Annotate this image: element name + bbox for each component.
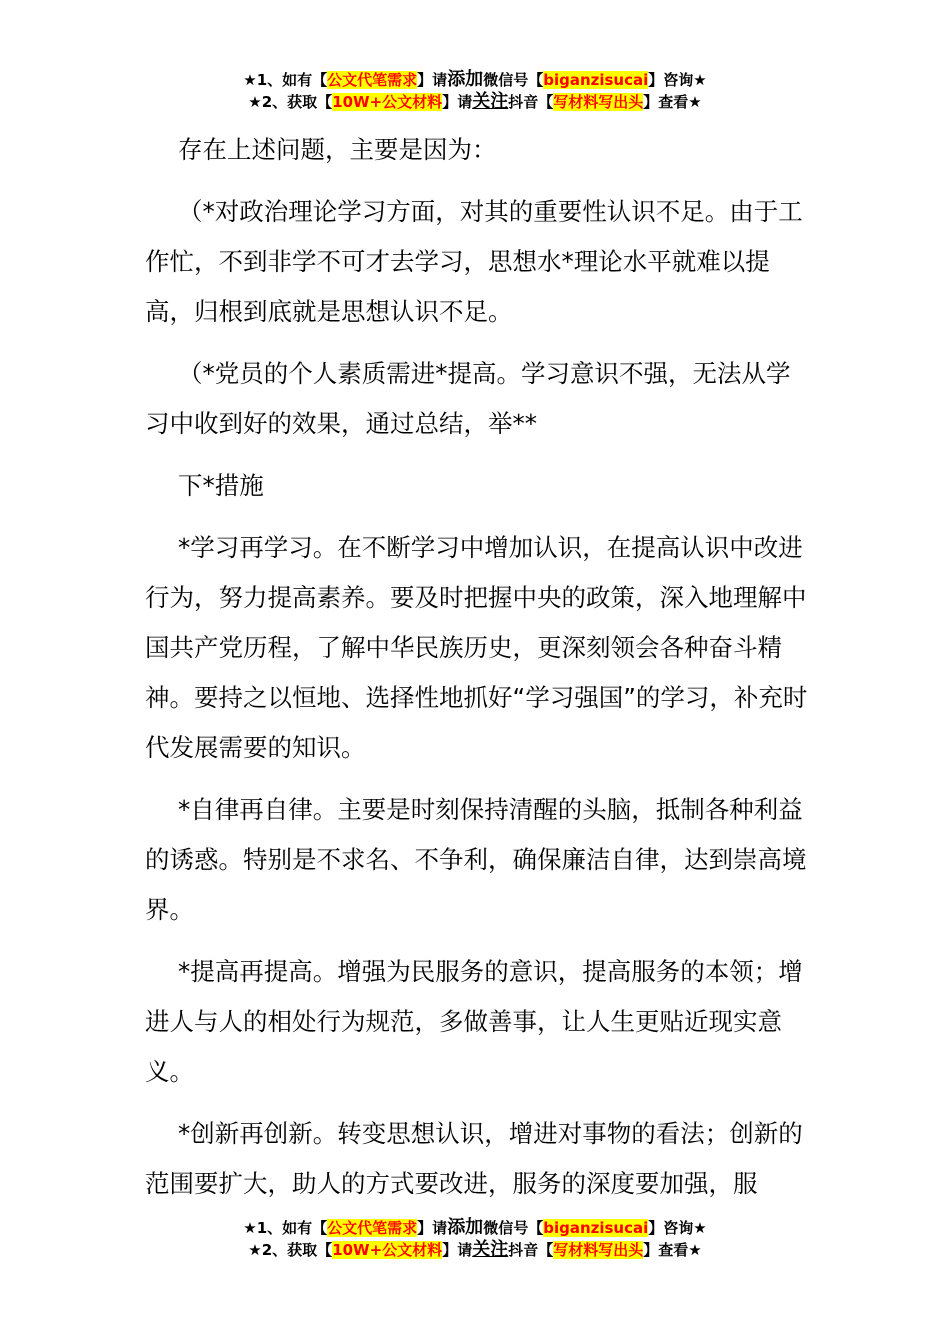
header-banner [0,69,950,113]
document-body [145,125,810,1221]
banner-line-2-middle: 】请 [442,93,473,111]
banner-line-1-prefix: ★1、如有【 [243,71,328,89]
paragraph-measures-heading: 下*措施 [178,471,264,500]
footer-line-2-middle: 】请 [442,1241,473,1259]
banner-line-1-highlight-wechat: biganzisucai [543,71,649,89]
banner-line-1-middle: 】请 [417,71,448,89]
paragraph-causes-intro: 存在上述问题，主要是因为： [178,135,497,164]
banner-line-1-highlight-service: 公文代笔需求 [327,71,418,89]
banner-line-2-prefix: ★2、获取【 [248,93,333,111]
banner-line-1 [0,69,950,91]
banner-line-1-emph: 添加 [447,69,484,90]
footer-line-1-highlight-wechat: biganzisucai [543,1219,649,1237]
footer-line-1-prefix: ★1、如有【 [243,1219,328,1237]
footer-line-2-highlight-materials: 10W+公文材料 [332,1241,443,1259]
paragraph-measure-study: *学习再学习。在不断学习中增加认识，在提高认识中改进行为，努力提高素养。要及时把握中央的政策，深入地理解中国共产党历程，了解中华民族历史，更深刻领会各种奋斗精神。要持之以恒地、选择性地抓好“学习强国”的学习，补充时代发展需要的知识。 [145,533,808,762]
paragraph-measure-innovate: *创新再创新。转变思想认识，增进对事物的看法；创新的范围要扩大，助人的方式要改进，服务的深度要加强，服 [145,1119,803,1198]
banner-line-2-highlight-materials: 10W+公文材料 [332,93,443,111]
footer-line-1-middle-2: 微信号【 [483,1219,544,1237]
footer-line-2-middle-2: 抖音【 [508,1241,554,1259]
footer-line-2-prefix: ★2、获取【 [248,1241,333,1259]
footer-line-1-highlight-service: 公文代笔需求 [327,1219,418,1237]
banner-line-1-middle-2: 微信号【 [483,71,544,89]
footer-line-2 [0,1239,950,1261]
banner-line-2-emph: 关注 [472,91,509,112]
banner-line-2-suffix: 】查看★ [643,93,702,111]
footer-line-1-suffix: 】咨询★ [648,1219,707,1237]
paragraph-cause-2: （*党员的个人素质需进*提高。学习意识不强，无法从学习中收到好的效果，通过总结，举** [145,359,791,438]
footer-line-1-middle: 】请 [417,1219,448,1237]
paragraph-cause-1: （*对政治理论学习方面，对其的重要性认识不足。由于工作忙，不到非学不可才去学习，思想水*理论水平就难以提高，归根到底就是思想认识不足。 [145,197,803,326]
paragraph-measure-discipline: *自律再自律。主要是时刻保持清醒的头脑，抵制各种利益的诱惑。特别是不求名、不争利，确保廉洁自律，达到崇高境界。 [145,795,807,924]
paragraph-measure-improve: *提高再提高。增强为民服务的意识，提高服务的本领；增进人与人的相处行为规范，多做善事，让人生更贴近现实意义。 [145,957,803,1086]
footer-line-2-highlight-douyin: 写材料写出头 [553,1241,644,1259]
banner-line-2-highlight-douyin: 写材料写出头 [553,93,644,111]
footer-line-1-emph: 添加 [447,1217,484,1238]
footer-line-2-suffix: 】查看★ [643,1241,702,1259]
banner-line-1-suffix: 】咨询★ [648,71,707,89]
footer-banner [0,1217,950,1261]
footer-line-2-emph: 关注 [472,1239,509,1260]
banner-line-2-middle-2: 抖音【 [508,93,554,111]
footer-line-1 [0,1217,950,1239]
banner-line-2 [0,91,950,113]
